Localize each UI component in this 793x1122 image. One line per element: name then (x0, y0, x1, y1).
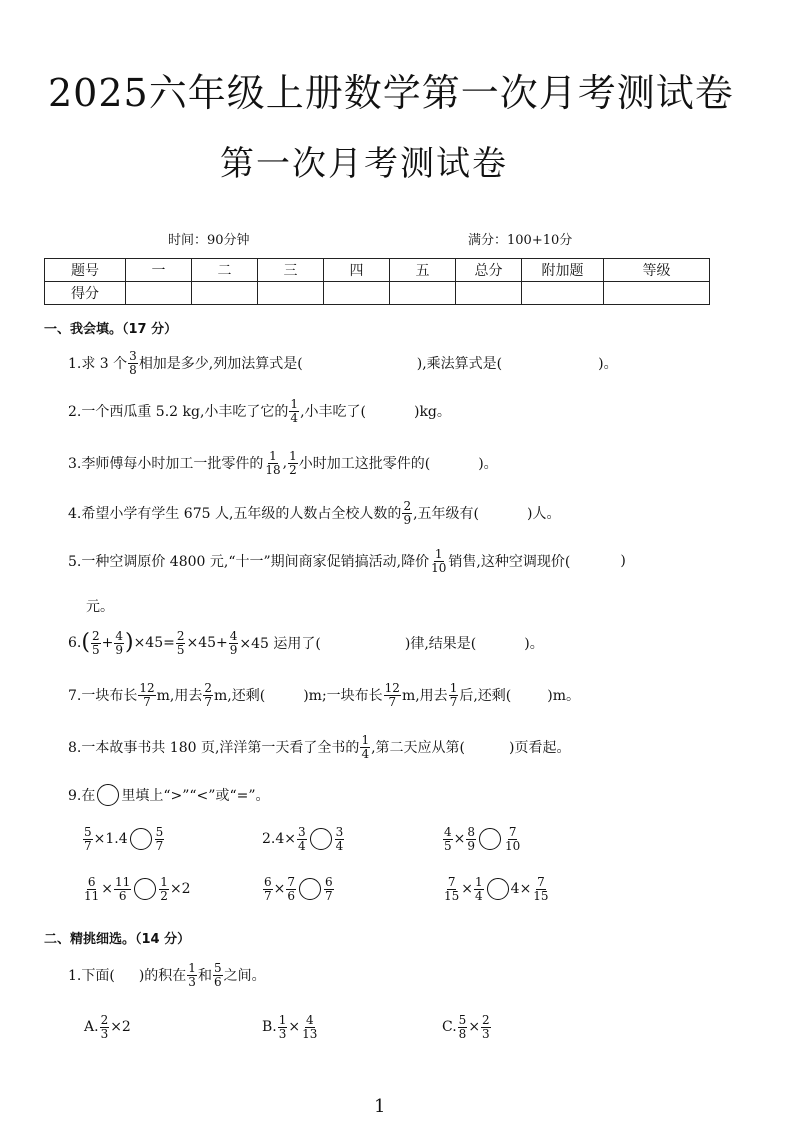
circle-icon (97, 784, 119, 806)
fraction: $\frac{6}{7}$ (264, 875, 272, 903)
question-3: 3.李师傅每小时加工一批零件的 $\frac{1}{18}$ , $\frac{1}{2}$ 小时加工这批零件的( )。 (68, 449, 498, 477)
header-cell: 五 (390, 259, 456, 282)
compare-circle[interactable] (134, 878, 156, 900)
header-cell: 附加题 (522, 259, 604, 282)
fraction: $\frac{1}{7}$ (449, 681, 458, 709)
compare-item: $\frac{7}{15}$ × $\frac{1}{4}$ 4× $\frac{7}{15}$ (444, 875, 549, 903)
choice-question-1: 1.下面( )的积在 $\frac{1}{3}$ 和 $\frac{5}{6}$ 之间。 (68, 961, 266, 989)
compare-circle[interactable] (479, 828, 501, 850)
fraction: $\frac{1}{18}$ (265, 449, 281, 477)
full-score: 满分：100+10分 (468, 233, 573, 248)
fraction: $\frac{2}{3}$ (482, 1013, 490, 1041)
exam-time: 时间：90分钟 (168, 233, 250, 248)
row-label-cell: 得分 (45, 282, 126, 305)
compare-item: $\frac{6}{7}$ × $\frac{7}{6}$ $\frac{6}{7}$ (264, 875, 333, 903)
question-1: 1.求 3 个 $\frac{3}{8}$ 相加是多少,列加法算式是( ),乘法算式是( )。 (68, 349, 618, 377)
compare-circle[interactable] (310, 828, 332, 850)
score-table-score-row (45, 282, 710, 305)
option-b[interactable]: B. $\frac{1}{3}$ × $\frac{4}{13}$ (262, 1013, 318, 1041)
option-c[interactable]: C. $\frac{5}{8}$ × $\frac{2}{3}$ (442, 1013, 490, 1041)
compare-item: $\frac{4}{5}$ × $\frac{8}{9}$ $\frac{7}{10}$ (444, 825, 521, 853)
fraction: $\frac{2}{3}$ (100, 1013, 109, 1041)
section-title: 一、我会填。（17 分） (44, 322, 178, 337)
fraction: $\frac{12}{7}$ (384, 681, 400, 709)
question-5: 5.一种空调原价 4800 元,“十一”期间商家促销搞活动,降价 $\frac{1}{10}$ 销售,这种空调现价( ) (68, 547, 626, 575)
question-5-continued: 元。 (86, 599, 114, 615)
fraction: $\frac{3}{4}$ (335, 825, 344, 853)
question-7: 7.一块布长 $\frac{12}{7}$ m,用去 $\frac{2}{7}$ m,还剩( )m;一块布长 $\frac{12}{7}$ m,用去 $\frac{1}{7}$ 后,还剩( )m。 (68, 681, 580, 709)
header-cell: 等级 (604, 259, 710, 282)
fraction: $\frac{1}{4}$ (475, 875, 483, 903)
fraction: $\frac{5}{7}$ (155, 825, 164, 853)
header-cell: 三 (258, 259, 324, 282)
question-9: 9.在 里填上“>”“<”或“=”。 (68, 784, 270, 806)
fraction: $\frac{1}{3}$ (188, 961, 196, 989)
header-cell: 一 (126, 259, 192, 282)
section-title: 二、精挑细选。（14 分） (44, 932, 191, 947)
fraction: $\frac{1}{2}$ (289, 449, 297, 477)
compare-circle[interactable] (487, 878, 509, 900)
fraction: $\frac{3}{8}$ (129, 349, 137, 377)
fraction: $\frac{1}{4}$ (290, 397, 299, 425)
fraction: $\frac{4}{9}$ (229, 629, 238, 657)
option-a[interactable]: A. $\frac{2}{3}$ ×2 (84, 1013, 131, 1041)
score-cell[interactable] (192, 282, 258, 305)
fraction: $\frac{2}{5}$ (176, 629, 185, 657)
fraction: $\frac{2}{7}$ (204, 681, 213, 709)
score-cell[interactable] (456, 282, 522, 305)
score-cell[interactable] (522, 282, 604, 305)
score-cell[interactable] (390, 282, 456, 305)
score-table (44, 258, 710, 305)
question-6: 6. ( $\frac{2}{5}$ + $\frac{4}{9}$ ) ×45= $\frac{2}{5}$ ×45+ $\frac{4}{9}$ ×45 运用了( )律,结果是( )。 (68, 629, 544, 657)
compare-item: $\frac{6}{11}$ × $\frac{11}{6}$ $\frac{1}{2}$ ×2 (84, 875, 191, 903)
compare-item: 2.4× $\frac{3}{4}$ $\frac{3}{4}$ (262, 825, 344, 853)
score-cell[interactable] (126, 282, 192, 305)
question-4: 4.希望小学有学生 675 人,五年级的人数占全校人数的 $\frac{2}{9}$ ,五年级有( )人。 (68, 499, 561, 527)
fraction: $\frac{12}{7}$ (139, 681, 155, 709)
header-cell: 总分 (456, 259, 522, 282)
question-2: 2.一个西瓜重 5.2 kg,小丰吃了它的 $\frac{1}{4}$ ,小丰吃了( )kg。 (68, 397, 451, 425)
fraction: $\frac{7}{6}$ (287, 875, 296, 903)
page-number: 1 (374, 1096, 386, 1117)
fraction: $\frac{7}{15}$ (533, 875, 549, 903)
compare-item: $\frac{5}{7}$ ×1.4 $\frac{5}{7}$ (84, 825, 164, 853)
fraction: $\frac{2}{9}$ (403, 499, 412, 527)
fraction: $\frac{1}{3}$ (278, 1013, 287, 1041)
fraction: $\frac{1}{2}$ (160, 875, 168, 903)
fraction: $\frac{5}{8}$ (458, 1013, 467, 1041)
fraction: $\frac{7}{10}$ (505, 825, 521, 853)
fraction: $\frac{7}{15}$ (444, 875, 460, 903)
question-8: 8.一本故事书共 180 页,洋洋第一天看了全书的 $\frac{1}{4}$ ,第二天应从第( )页看起。 (68, 733, 571, 761)
fraction: $\frac{4}{9}$ (115, 629, 123, 657)
compare-circle[interactable] (299, 878, 321, 900)
header-cell: 四 (324, 259, 390, 282)
fraction: $\frac{4}{13}$ (302, 1013, 318, 1041)
header-cell: 二 (192, 259, 258, 282)
compare-circle[interactable] (130, 828, 152, 850)
document-subtitle: 第一次月考测试卷 (220, 144, 508, 184)
fraction: $\frac{11}{6}$ (115, 875, 131, 903)
fraction: $\frac{1}{10}$ (431, 547, 447, 575)
document-title: 2025六年级上册数学第一次月考测试卷 (48, 71, 734, 115)
fraction: $\frac{5}{7}$ (84, 825, 92, 853)
fraction: $\frac{6}{7}$ (325, 875, 333, 903)
fraction: $\frac{6}{11}$ (84, 875, 100, 903)
score-cell[interactable] (258, 282, 324, 305)
fraction: $\frac{1}{4}$ (361, 733, 370, 761)
fraction: $\frac{5}{6}$ (213, 961, 222, 989)
score-cell[interactable] (604, 282, 710, 305)
fraction: $\frac{3}{4}$ (298, 825, 306, 853)
score-table-header-row (45, 259, 710, 282)
fraction: $\frac{2}{5}$ (91, 629, 100, 657)
fraction: $\frac{8}{9}$ (467, 825, 476, 853)
fraction: $\frac{4}{5}$ (444, 825, 452, 853)
header-cell: 题号 (45, 259, 126, 282)
score-cell[interactable] (324, 282, 390, 305)
